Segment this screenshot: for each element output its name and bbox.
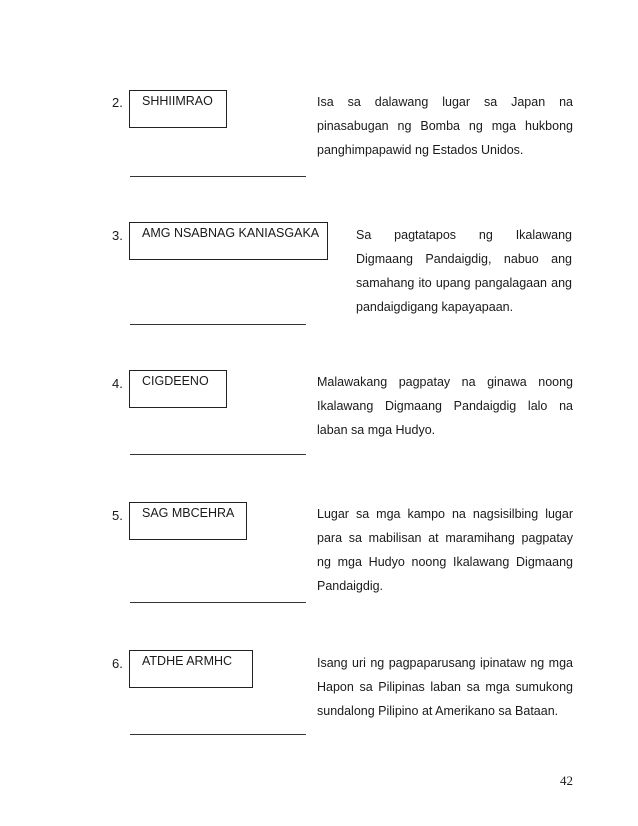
- item-number: 2.: [112, 95, 123, 110]
- answer-line[interactable]: [130, 602, 306, 603]
- scrambled-word-box: ATDHE ARMHC: [129, 650, 253, 688]
- answer-line[interactable]: [130, 176, 306, 177]
- scrambled-word-box: AMG NSABNAG KANIASGAKA: [129, 222, 328, 260]
- item-number: 4.: [112, 376, 123, 391]
- clue-text: Isang uri ng pagpaparusang ipinataw ng mga Hapon sa Pilipinas laban sa mga sumukong sundalong Pilipino at Amerikano sa Bataan.: [317, 656, 573, 718]
- scrambled-word-box: CIGDEENO: [129, 370, 227, 408]
- clue-text: Lugar sa mga kampo na nagsisilbing lugar para sa mabilisan at maramihang pagpatay ng mga Hudyo noong Ikalawang Digmaang Pandaigdig.: [317, 507, 573, 593]
- clue-text: Isa sa dalawang lugar sa Japan na pinasabugan ng Bomba ng mga hukbong panghimpapawid ng Estados Unidos.: [317, 95, 573, 157]
- item-number: 6.: [112, 656, 123, 671]
- answer-line[interactable]: [130, 454, 306, 455]
- page-number: 42: [560, 773, 573, 788]
- scrambled-word-box: SAG MBCEHRA: [129, 502, 247, 540]
- item-number: 3.: [112, 228, 123, 243]
- answer-line[interactable]: [130, 734, 306, 735]
- clue-text: Malawakang pagpatay na ginawa noong Ikalawang Digmaang Pandaigdig lalo na laban sa mga Hudyo.: [317, 375, 573, 437]
- answer-line[interactable]: [130, 324, 306, 325]
- clue-text: Sa pagtatapos ng Ikalawang Digmaang Pandaigdig, nabuo ang samahang ito upang pangalagaan ang pandaigdigang kapayapaan.: [356, 228, 572, 314]
- scrambled-word-box: SHHIIMRAO: [129, 90, 227, 128]
- item-number: 5.: [112, 508, 123, 523]
